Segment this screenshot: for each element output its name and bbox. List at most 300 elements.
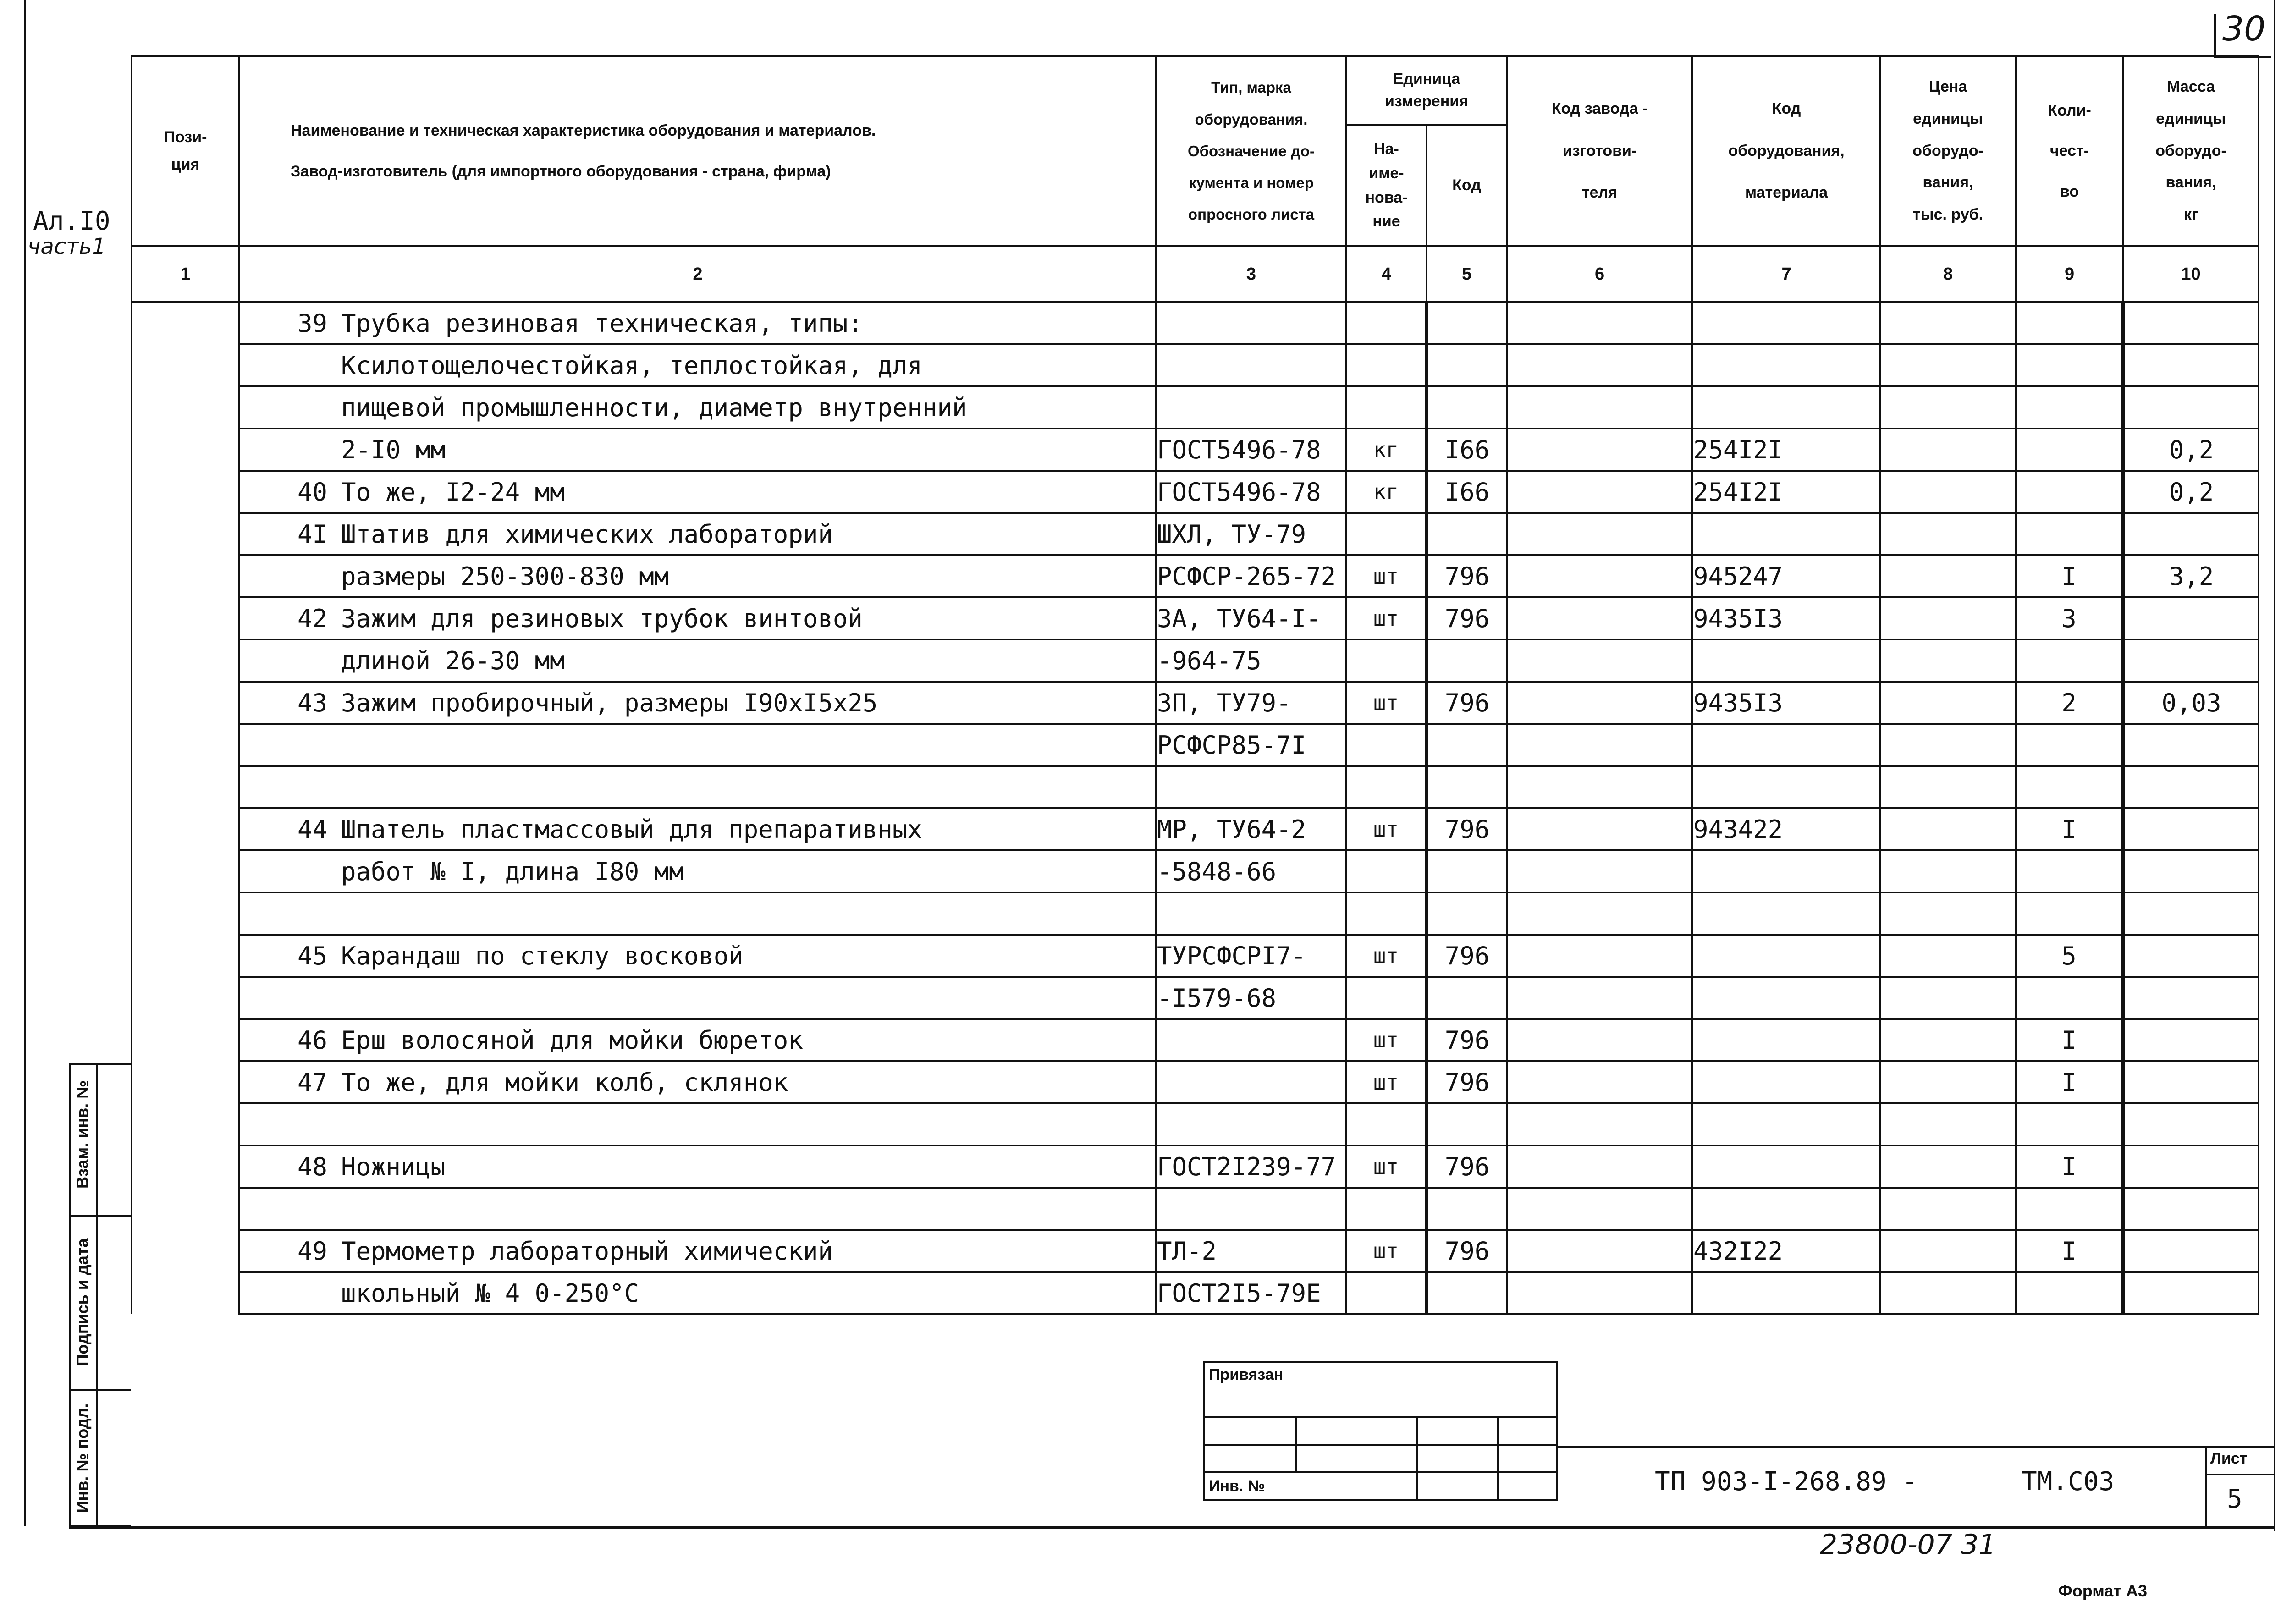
bound-stamp — [1203, 1361, 1558, 1501]
row-position: 42 — [297, 604, 327, 633]
row-position-spacer — [132, 1103, 239, 1145]
row-unit-name: шт — [1346, 555, 1427, 597]
row-position-spacer — [132, 850, 239, 892]
row-name-text: 2-I0 мм — [341, 435, 446, 464]
table-row — [132, 1188, 2259, 1230]
row-name — [239, 935, 1156, 977]
row-quantity: 2 — [2016, 682, 2123, 724]
row-unit-code — [1427, 513, 1507, 555]
row-equipment-code — [1692, 302, 1880, 344]
row-name — [239, 892, 1156, 935]
row-position-spacer — [132, 386, 239, 429]
row-name-text: Трубка резиновая техническая, типы: — [341, 308, 863, 338]
row-mass: 3,2 — [2123, 555, 2259, 597]
row-equipment-code: 254I2I — [1692, 429, 1880, 471]
row-quantity — [2016, 892, 2123, 935]
row-factory-code — [1507, 344, 1692, 386]
row-equipment-code — [1692, 1061, 1880, 1103]
row-unit-name — [1346, 639, 1427, 682]
row-position: 40 — [297, 477, 327, 506]
row-unit-code — [1427, 1188, 1507, 1230]
table-row — [132, 1230, 2259, 1272]
row-name — [239, 1188, 1156, 1230]
row-price — [1880, 1145, 2016, 1188]
row-equipment-code — [1692, 850, 1880, 892]
row-unit-code — [1427, 766, 1507, 808]
table-row — [132, 766, 2259, 808]
row-quantity: I — [2016, 1019, 2123, 1061]
header-mass: Масса единицы оборудо- вания, кг — [2123, 56, 2259, 246]
row-unit-code: 796 — [1427, 555, 1507, 597]
row-document: РСФСР-265-72 — [1156, 555, 1346, 597]
row-document: ГОСТ2I5-79Е — [1156, 1272, 1346, 1314]
column-number: 8 — [1880, 246, 2016, 302]
row-unit-name: шт — [1346, 682, 1427, 724]
header-unit-code: Код — [1427, 125, 1507, 246]
table-row — [132, 1019, 2259, 1061]
row-equipment-code: 432I22 — [1692, 1230, 1880, 1272]
row-position-spacer — [132, 766, 239, 808]
row-quantity — [2016, 513, 2123, 555]
row-name — [239, 302, 1156, 344]
row-price — [1880, 850, 2016, 892]
row-name-text: пищевой промышленности, диаметр внутренний — [341, 393, 967, 422]
column-number: 7 — [1692, 246, 1880, 302]
row-position: 45 — [297, 941, 327, 970]
row-unit-name — [1346, 1188, 1427, 1230]
row-price — [1880, 513, 2016, 555]
row-mass: 0,2 — [2123, 471, 2259, 513]
row-price — [1880, 892, 2016, 935]
row-name — [239, 1230, 1156, 1272]
row-factory-code — [1507, 1061, 1692, 1103]
row-document: МР, ТУ64-2 — [1156, 808, 1346, 850]
row-document: ГОСТ5496-78 — [1156, 429, 1346, 471]
row-position-spacer — [132, 513, 239, 555]
row-price — [1880, 1061, 2016, 1103]
row-price — [1880, 1188, 2016, 1230]
header-equipment-code: Код оборудования, материала — [1692, 56, 1880, 246]
row-unit-code: 796 — [1427, 682, 1507, 724]
row-document — [1156, 1019, 1346, 1061]
row-name-text: Шпатель пластмассовый для препаративных — [341, 815, 922, 844]
column-numbers-row — [132, 246, 2259, 302]
row-mass: 0,2 — [2123, 429, 2259, 471]
row-factory-code — [1507, 429, 1692, 471]
row-document — [1156, 386, 1346, 429]
row-document: -964-75 — [1156, 639, 1346, 682]
row-document: РСФСР85-7I — [1156, 724, 1346, 766]
row-unit-name — [1346, 977, 1427, 1019]
row-equipment-code — [1692, 892, 1880, 935]
table-row — [132, 555, 2259, 597]
row-equipment-code: 9435I3 — [1692, 597, 1880, 639]
row-name-text: Зажим для резиновых трубок винтовой — [341, 604, 863, 633]
column-number: 10 — [2123, 246, 2259, 302]
table-row — [132, 513, 2259, 555]
document-code: ТП 903-I-268.89 - — [1655, 1467, 1918, 1497]
row-equipment-code — [1692, 1188, 1880, 1230]
row-mass — [2123, 597, 2259, 639]
row-unit-name — [1346, 1272, 1427, 1314]
row-unit-code: 796 — [1427, 1230, 1507, 1272]
column-number: 9 — [2016, 246, 2123, 302]
table-row — [132, 682, 2259, 724]
row-quantity — [2016, 302, 2123, 344]
row-document: ГОСТ5496-78 — [1156, 471, 1346, 513]
row-position-spacer — [132, 597, 239, 639]
row-document: ШХЛ, ТУ-79 — [1156, 513, 1346, 555]
row-quantity: I — [2016, 555, 2123, 597]
row-unit-name: шт — [1346, 808, 1427, 850]
row-equipment-code — [1692, 639, 1880, 682]
row-price — [1880, 977, 2016, 1019]
row-document — [1156, 1103, 1346, 1145]
row-name — [239, 386, 1156, 429]
row-name — [239, 1019, 1156, 1061]
row-position-spacer — [132, 1188, 239, 1230]
row-factory-code — [1507, 892, 1692, 935]
row-name-text: Ножницы — [341, 1152, 446, 1181]
row-mass — [2123, 724, 2259, 766]
row-factory-code — [1507, 724, 1692, 766]
header-factory-code: Код завода - изготови- теля — [1507, 56, 1692, 246]
row-equipment-code — [1692, 724, 1880, 766]
side-labels-sep2 — [69, 1389, 131, 1391]
row-quantity — [2016, 471, 2123, 513]
row-name — [239, 429, 1156, 471]
spec-rows — [132, 302, 2259, 1314]
row-equipment-code — [1692, 935, 1880, 977]
frame-left-line — [24, 0, 26, 1526]
row-price — [1880, 429, 2016, 471]
row-position-spacer — [132, 935, 239, 977]
table-row — [132, 597, 2259, 639]
row-equipment-code — [1692, 344, 1880, 386]
row-unit-code — [1427, 639, 1507, 682]
row-document — [1156, 1061, 1346, 1103]
table-row — [132, 808, 2259, 850]
row-factory-code — [1507, 682, 1692, 724]
row-quantity: I — [2016, 1230, 2123, 1272]
row-equipment-code — [1692, 1145, 1880, 1188]
row-name — [239, 977, 1156, 1019]
spec-table — [131, 55, 2259, 1315]
row-mass — [2123, 302, 2259, 344]
row-quantity — [2016, 344, 2123, 386]
row-unit-code: 796 — [1427, 1019, 1507, 1061]
inv-no-cell: Инв. № — [1204, 1472, 1417, 1500]
column-number: 4 — [1346, 246, 1427, 302]
row-document: 3П, ТУ79- — [1156, 682, 1346, 724]
row-unit-name — [1346, 386, 1427, 429]
row-factory-code — [1507, 639, 1692, 682]
table-row — [132, 724, 2259, 766]
row-unit-code: 796 — [1427, 808, 1507, 850]
row-position: 48 — [297, 1152, 327, 1181]
row-position: 47 — [297, 1068, 327, 1097]
row-equipment-code — [1692, 1272, 1880, 1314]
format-label: Формат А3 — [2058, 1581, 2148, 1600]
row-unit-code — [1427, 850, 1507, 892]
frame-right-line — [2274, 0, 2275, 1531]
row-price — [1880, 1103, 2016, 1145]
row-price — [1880, 302, 2016, 344]
row-name-text: размеры 250-300-830 мм — [341, 562, 669, 591]
row-price — [1880, 1019, 2016, 1061]
header-quantity: Коли- чест- во — [2016, 56, 2123, 246]
row-unit-code: I66 — [1427, 471, 1507, 513]
row-mass — [2123, 935, 2259, 977]
row-factory-code — [1507, 513, 1692, 555]
header-type: Тип, марка оборудования. Обозначение до- кумента и номер опросного листа — [1156, 56, 1346, 246]
row-position-spacer — [132, 1061, 239, 1103]
row-position-spacer — [132, 1019, 239, 1061]
sheet-number: 5 — [2227, 1484, 2242, 1514]
row-position-spacer — [132, 724, 239, 766]
row-name-text: Ерш волосяной для мойки бюреток — [341, 1025, 803, 1055]
archive-number: 23800-07 31 — [1820, 1529, 1996, 1561]
label-inv-orig: Инв. № подл. — [73, 1403, 92, 1513]
row-mass — [2123, 386, 2259, 429]
row-price — [1880, 555, 2016, 597]
row-mass — [2123, 1272, 2259, 1314]
column-number: 1 — [132, 246, 239, 302]
row-factory-code — [1507, 302, 1692, 344]
row-quantity: I — [2016, 1145, 2123, 1188]
row-unit-name: шт — [1346, 1145, 1427, 1188]
header-name: Наименование и техническая характеристика оборудования и материалов. Завод-изготовитель (для импортного оборудования - страна, фирма) — [239, 56, 1156, 246]
row-document: -I579-68 — [1156, 977, 1346, 1019]
row-unit-name: шт — [1346, 1019, 1427, 1061]
row-unit-name — [1346, 766, 1427, 808]
row-document: ТЛ-2 — [1156, 1230, 1346, 1272]
row-quantity — [2016, 724, 2123, 766]
row-name — [239, 1145, 1156, 1188]
row-name — [239, 1061, 1156, 1103]
row-price — [1880, 639, 2016, 682]
row-position-spacer — [132, 682, 239, 724]
row-name-text: школьный № 4 0-250°С — [341, 1278, 639, 1308]
row-factory-code — [1507, 1103, 1692, 1145]
table-row — [132, 429, 2259, 471]
row-mass — [2123, 850, 2259, 892]
row-position-spacer — [132, 1145, 239, 1188]
row-unit-name — [1346, 513, 1427, 555]
row-factory-code — [1507, 1230, 1692, 1272]
row-equipment-code — [1692, 766, 1880, 808]
row-factory-code — [1507, 597, 1692, 639]
row-factory-code — [1507, 1019, 1692, 1061]
row-position-spacer — [132, 892, 239, 935]
row-factory-code — [1507, 1145, 1692, 1188]
table-row — [132, 344, 2259, 386]
row-unit-code — [1427, 977, 1507, 1019]
header-unit-group: Единица измерения — [1346, 56, 1507, 125]
row-price — [1880, 1272, 2016, 1314]
row-mass — [2123, 1188, 2259, 1230]
row-unit-code — [1427, 1103, 1507, 1145]
row-name-text: работ № I, длина I80 мм — [341, 857, 684, 886]
row-unit-code: 796 — [1427, 1145, 1507, 1188]
table-row — [132, 935, 2259, 977]
row-position-spacer — [132, 471, 239, 513]
row-mass — [2123, 1103, 2259, 1145]
row-mass — [2123, 513, 2259, 555]
row-mass — [2123, 1230, 2259, 1272]
row-unit-name — [1346, 850, 1427, 892]
row-unit-name — [1346, 892, 1427, 935]
row-position-spacer — [132, 555, 239, 597]
header-price: Цена единицы оборудо- вания, тыс. руб. — [1880, 56, 2016, 246]
row-name — [239, 808, 1156, 850]
row-mass — [2123, 1061, 2259, 1103]
row-document — [1156, 1188, 1346, 1230]
row-mass — [2123, 344, 2259, 386]
row-unit-code — [1427, 724, 1507, 766]
table-row — [132, 977, 2259, 1019]
row-price — [1880, 682, 2016, 724]
row-name — [239, 555, 1156, 597]
row-unit-name — [1346, 302, 1427, 344]
header-row — [132, 56, 2259, 125]
row-price — [1880, 935, 2016, 977]
label-swap-inv: Взам. инв. № — [73, 1080, 92, 1189]
table-row — [132, 1145, 2259, 1188]
row-name-text: Штатив для химических лабораторий — [341, 519, 833, 549]
row-document — [1156, 766, 1346, 808]
row-equipment-code: 945247 — [1692, 555, 1880, 597]
row-name-text: Зажим пробирочный, размеры I90xI5x25 — [341, 688, 878, 717]
row-unit-code: 796 — [1427, 1061, 1507, 1103]
row-unit-name: шт — [1346, 1230, 1427, 1272]
row-equipment-code: 9435I3 — [1692, 682, 1880, 724]
row-equipment-code — [1692, 386, 1880, 429]
row-document — [1156, 302, 1346, 344]
row-name — [239, 766, 1156, 808]
row-mass — [2123, 808, 2259, 850]
row-position: 49 — [297, 1236, 327, 1266]
row-name — [239, 1272, 1156, 1314]
row-name — [239, 1103, 1156, 1145]
row-quantity — [2016, 850, 2123, 892]
row-quantity: I — [2016, 1061, 2123, 1103]
table-row — [132, 892, 2259, 935]
row-equipment-code — [1692, 977, 1880, 1019]
title-block-sheet-divider — [2205, 1446, 2207, 1526]
row-position-spacer — [132, 1230, 239, 1272]
row-name — [239, 344, 1156, 386]
row-unit-code — [1427, 892, 1507, 935]
row-name — [239, 597, 1156, 639]
row-unit-name: кг — [1346, 429, 1427, 471]
row-quantity — [2016, 429, 2123, 471]
row-price — [1880, 344, 2016, 386]
row-unit-code — [1427, 1272, 1507, 1314]
row-factory-code — [1507, 850, 1692, 892]
row-unit-name: шт — [1346, 597, 1427, 639]
row-name — [239, 639, 1156, 682]
row-position-spacer — [132, 1272, 239, 1314]
row-position: 46 — [297, 1025, 327, 1055]
document-suffix: ТМ.С03 — [2022, 1467, 2115, 1497]
row-factory-code — [1507, 977, 1692, 1019]
row-mass — [2123, 977, 2259, 1019]
row-quantity — [2016, 639, 2123, 682]
row-position-spacer — [132, 977, 239, 1019]
row-unit-code: 796 — [1427, 935, 1507, 977]
row-factory-code — [1507, 808, 1692, 850]
row-name — [239, 471, 1156, 513]
row-position-spacer — [132, 302, 239, 344]
row-name — [239, 850, 1156, 892]
table-row — [132, 1272, 2259, 1314]
row-price — [1880, 766, 2016, 808]
row-quantity — [2016, 766, 2123, 808]
row-equipment-code — [1692, 513, 1880, 555]
row-price — [1880, 471, 2016, 513]
row-unit-name: кг — [1346, 471, 1427, 513]
table-row — [132, 850, 2259, 892]
row-mass — [2123, 639, 2259, 682]
row-quantity — [2016, 1103, 2123, 1145]
row-mass: 0,03 — [2123, 682, 2259, 724]
row-quantity — [2016, 977, 2123, 1019]
side-stamp-line1: Ал.I0 — [33, 206, 110, 236]
row-document — [1156, 892, 1346, 935]
row-factory-code — [1507, 386, 1692, 429]
row-equipment-code: 254I2I — [1692, 471, 1880, 513]
row-document — [1156, 344, 1346, 386]
row-position-spacer — [132, 429, 239, 471]
table-row — [132, 1103, 2259, 1145]
row-quantity — [2016, 1188, 2123, 1230]
row-equipment-code — [1692, 1103, 1880, 1145]
bound-label-cell: Привязан — [1204, 1362, 1557, 1417]
row-quantity: 5 — [2016, 935, 2123, 977]
header-unit-name: На- име- нова- ние — [1346, 125, 1427, 246]
row-price — [1880, 808, 2016, 850]
row-document: 3А, ТУ64-I- — [1156, 597, 1346, 639]
row-position: 43 — [297, 688, 327, 717]
table-row — [132, 1061, 2259, 1103]
row-quantity: 3 — [2016, 597, 2123, 639]
title-block-sheet-hline — [2205, 1474, 2274, 1475]
row-price — [1880, 1230, 2016, 1272]
row-price — [1880, 386, 2016, 429]
row-document: -5848-66 — [1156, 850, 1346, 892]
row-mass — [2123, 1145, 2259, 1188]
column-number: 2 — [239, 246, 1156, 302]
row-quantity — [2016, 386, 2123, 429]
column-number: 5 — [1427, 246, 1507, 302]
row-unit-code — [1427, 386, 1507, 429]
row-price — [1880, 724, 2016, 766]
row-unit-code — [1427, 302, 1507, 344]
row-name-text: То же, для мойки колб, склянок — [341, 1068, 788, 1097]
side-labels-sep1 — [69, 1215, 131, 1217]
row-factory-code — [1507, 1188, 1692, 1230]
header-position: Пози- ция — [132, 56, 239, 246]
sheet-label: Лист — [2210, 1450, 2248, 1467]
row-position-spacer — [132, 639, 239, 682]
row-name-text: Карандаш по стеклу восковой — [341, 941, 744, 970]
row-unit-name — [1346, 724, 1427, 766]
row-name — [239, 513, 1156, 555]
label-sign-date: Подпись и дата — [73, 1238, 92, 1366]
row-document: ТУРСФСРI7- — [1156, 935, 1346, 977]
row-name-text: Ксилотощелочестойкая, теплостойкая, для — [341, 351, 922, 380]
